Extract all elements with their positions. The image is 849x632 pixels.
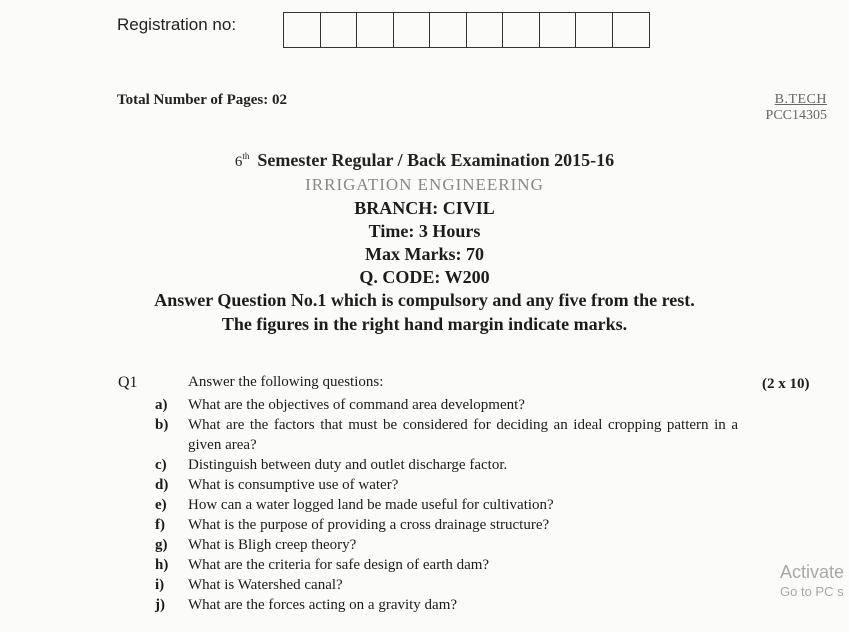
sub-question-letter: j)	[155, 597, 165, 613]
sub-question-text: What is Bligh creep theory?	[188, 537, 357, 553]
sub-question-letter: g)	[155, 537, 168, 553]
sub-question-text: What are the factors that must be considered for deciding an ideal cropping pattern in a given area?	[188, 417, 738, 453]
watermark-line-2: Go to PC s	[780, 584, 844, 599]
registration-digit-box	[430, 13, 467, 47]
instruction-compulsory: Answer Question No.1 which is compulsory and any five from the rest.	[154, 290, 695, 310]
total-pages-text: Total Number of Pages: 02	[117, 92, 287, 108]
subject-title: IRRIGATION ENGINEERING	[305, 175, 544, 194]
registration-digit-box	[540, 13, 577, 47]
time-text: Time: 3 Hours	[368, 221, 481, 241]
sub-question-letter: f)	[155, 517, 165, 533]
semester-number: 6th	[234, 151, 250, 170]
exam-title-text: Semester Regular / Back Examination 2015-16	[257, 150, 615, 170]
branch-text: BRANCH: CIVIL	[354, 198, 495, 218]
windows-activation-watermark	[780, 561, 844, 601]
sub-question-letter: e)	[155, 497, 167, 513]
sub-question-letter: d)	[155, 477, 169, 493]
sub-question-letter: b)	[155, 417, 169, 433]
registration-digit-box	[576, 13, 613, 47]
sub-question-text: Distinguish between duty and outlet discharge factor.	[188, 457, 508, 473]
registration-digit-box	[503, 13, 540, 47]
exam-title	[0, 150, 849, 171]
sub-question-text: What is consumptive use of water?	[188, 477, 399, 493]
degree-text: B.TECH	[774, 92, 827, 107]
course-code-text: PCC14305	[765, 108, 827, 123]
sub-question-text: What is Watershed canal?	[188, 577, 343, 593]
watermark-line-1: Activate	[780, 562, 845, 582]
sub-question-letter: i)	[155, 577, 165, 593]
max-marks-text: Max Marks: 70	[365, 244, 484, 264]
sub-question-letter: h)	[155, 557, 169, 573]
sub-question-text: What are the criteria for safe design of earth dam?	[188, 557, 490, 573]
sub-question-letter: a)	[155, 397, 168, 413]
registration-digit-box	[357, 13, 394, 47]
question-code-text: Q. CODE: W200	[359, 267, 490, 287]
registration-digit-box	[467, 13, 504, 47]
registration-digit-box	[394, 13, 431, 47]
course-info	[766, 92, 827, 124]
registration-digit-box	[613, 13, 650, 47]
registration-label: Registration no:	[117, 15, 237, 34]
sub-question-text: What is the purpose of providing a cross drainage structure?	[188, 517, 550, 533]
question-marks: (2 x 10)	[762, 376, 810, 392]
registration-number-boxes	[283, 12, 650, 48]
instruction-marks: The figures in the right hand margin indicate marks.	[221, 314, 628, 334]
sub-question-text: What are the objectives of command area development?	[188, 397, 525, 413]
question-number: Q1	[118, 374, 138, 391]
question-intro: Answer the following questions:	[188, 374, 384, 390]
registration-digit-box	[321, 13, 358, 47]
sub-question-text: How can a water logged land be made useful for cultivation?	[188, 497, 554, 513]
registration-digit-box	[284, 13, 321, 47]
sub-question-letter: c)	[155, 457, 167, 473]
sub-question-text: What are the forces acting on a gravity dam?	[188, 597, 458, 613]
